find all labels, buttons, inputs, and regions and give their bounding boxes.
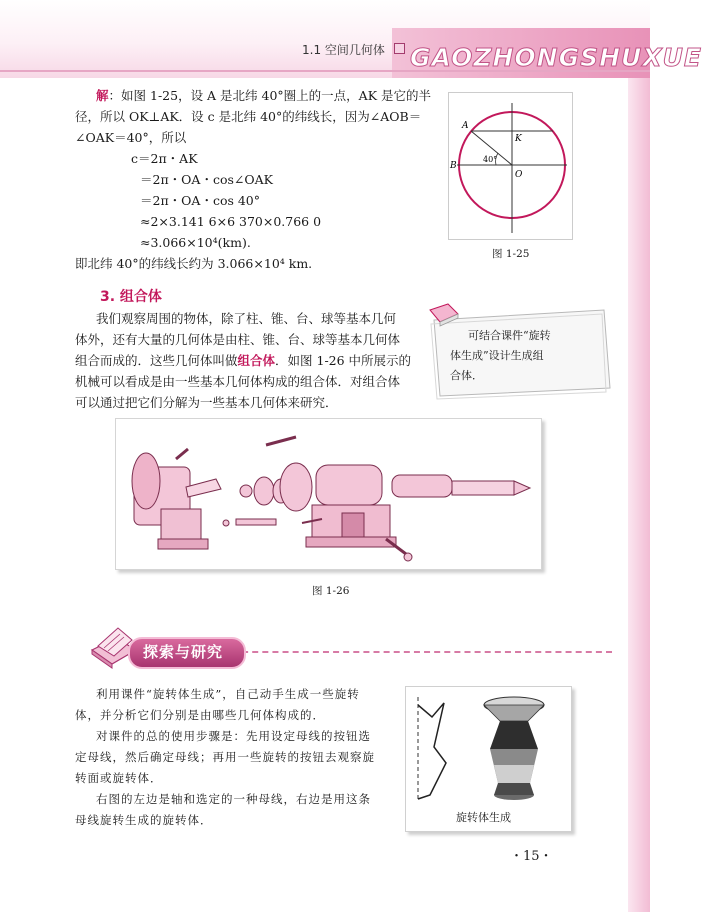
explore-line-6: 右图的左边是轴和选定的一种母线，右边是用这条 <box>96 792 371 806</box>
solution-line-3: ∠OAK＝40°，所以 <box>75 130 187 145</box>
explore-banner-title: 探索与研究 <box>143 643 224 661</box>
equation-3: ＝2π・OA・cos 40° <box>140 193 261 208</box>
page-number: ・15・ <box>510 849 553 864</box>
figure-1-25 <box>448 92 573 240</box>
explore-line-1: 利用课件“旋转体生成”，自己动手生成一些旋转 <box>96 687 360 701</box>
chapter-title: 1.1 空间几何体 <box>302 43 385 57</box>
label-O: O <box>515 170 523 180</box>
label-B: B <box>450 161 457 171</box>
note-line-2: 体生成”设计生成组 <box>450 349 544 362</box>
series-logo: GAOZHONGSHUXUE <box>410 43 702 72</box>
section-3-line-3b: ．如图 1-26 中所展示的 <box>275 353 412 368</box>
section-3-line-3 <box>75 350 425 371</box>
explore-line-3: 对课件的总的使用步骤是：先用设定母线的按钮选 <box>96 729 371 743</box>
note-line-3: 合体． <box>450 369 483 382</box>
margin-note <box>428 302 612 400</box>
equation-2: ＝2π・OA・cos∠OAK <box>140 172 273 187</box>
equation-1: c＝2π・AK <box>131 151 198 166</box>
solution-text-1: ：如图 1-25，设 A 是北纬 40°圈上的一点，AK 是它的半 <box>108 88 432 103</box>
solution-conclusion: 即北纬 40°的纬线长约为 3.066×10⁴ km. <box>75 256 313 271</box>
solution-label: 解 <box>96 88 109 103</box>
term-composite-body: 组合体 <box>237 353 276 368</box>
chapter-square-icon <box>394 43 405 54</box>
note-book-icon <box>428 302 460 328</box>
explore-line-2: 体，并分析它们分别是由哪些几何体构成的． <box>75 708 325 722</box>
explore-line-4: 定母线，然后确定母线；再用一些旋转的按钮去观察旋 <box>75 750 375 764</box>
section-3-line-4: 机械可以看成是由一些基本几何体构成的组合体．对组合体 <box>75 374 401 389</box>
machine-exploded-view <box>116 419 541 569</box>
section-3-line-2: 体外，还有大量的几何体是由柱、锥、台、球等基本几何体 <box>75 332 401 347</box>
banner-dashed-rule <box>232 651 612 653</box>
margin-stripe <box>628 78 650 912</box>
angle-label: 40° <box>483 155 498 164</box>
rotation-body-figure <box>405 686 572 832</box>
equation-5: ≈3.066×10⁴(km). <box>140 235 251 250</box>
section-3-line-3a: 组合而成的．这些几何体叫做 <box>75 353 238 368</box>
label-A: A <box>462 121 469 131</box>
explore-line-7: 母线旋转生成的旋转体． <box>75 813 213 827</box>
figure-1-25-caption: 图 1-25 <box>492 248 530 260</box>
solution-line-2: 径，所以 OK⊥AK．设 c 是北纬 40°的纬线长，因为∠AOB＝ <box>75 109 422 124</box>
figure-1-26 <box>115 418 542 570</box>
section-3-line-1: 我们观察周围的物体，除了柱、锥、台、球等基本几何 <box>96 311 397 326</box>
solution-line-1 <box>96 85 436 106</box>
note-line-1: 可结合课件“旋转 <box>468 329 551 342</box>
sphere-diagram <box>449 93 572 239</box>
section-3-line-5: 可以通过把它们分解为一些基本几何体来研究． <box>75 395 338 410</box>
label-K: K <box>515 134 522 144</box>
section-3-heading: 3. 组合体 <box>100 289 162 305</box>
equation-4: ≈2×3.141 6×6 370×0.766 0 <box>140 214 322 229</box>
rotation-figure-caption: 旋转体生成 <box>456 811 511 824</box>
explore-line-5: 转面或旋转体． <box>75 771 163 785</box>
figure-1-26-caption: 图 1-26 <box>312 585 350 597</box>
